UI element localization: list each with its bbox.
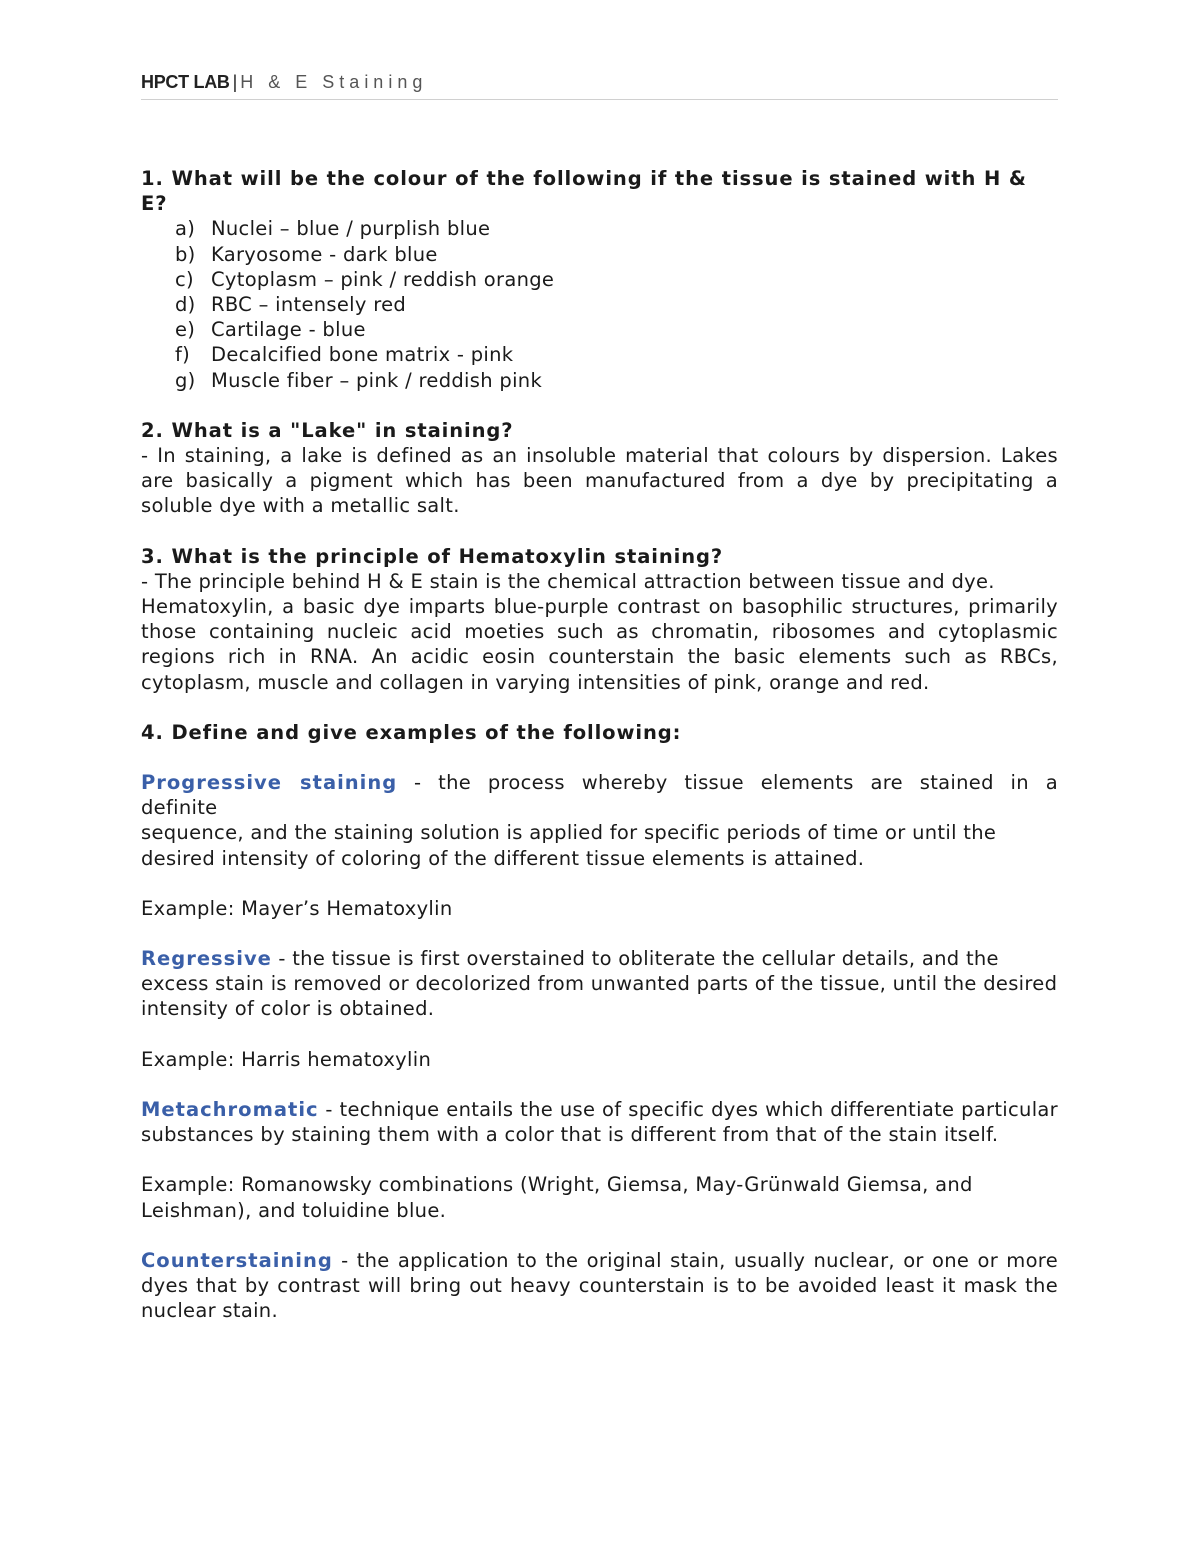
document-body <box>141 166 1058 1323</box>
page-header <box>141 72 1058 100</box>
list-text: Nuclei – blue / purplish blue <box>211 217 491 241</box>
term-regressive: Regressive <box>141 947 272 971</box>
list-text: RBC – intensely red <box>211 293 407 317</box>
progressive-def-line2: definite <box>141 796 218 820</box>
list-marker: d) <box>175 293 196 317</box>
answer-2: - In staining, a lake is defined as an insoluble material that colours by dispersion. Lakes are basically a pigment which has been manufactured from a dye by precipitating a soluble dye with a metallic salt. <box>141 444 1058 518</box>
regressive-example: Example: Harris hematoxylin <box>141 1047 432 1071</box>
list-marker: a) <box>175 217 196 241</box>
header-separator: | <box>232 72 238 92</box>
list-item <box>175 267 1058 292</box>
list-item <box>175 368 1058 393</box>
regressive-def: - the tissue is first overstained to obliterate the cellular details, and the excess stain is removed or decolorized from unwanted parts of the tissue, until the desired intensity of color is obtained. <box>141 947 1058 1021</box>
list-text: Karyosome - dark blue <box>211 242 438 266</box>
question-3: 3. What is the principle of Hematoxylin staining? <box>141 544 724 568</box>
colour-list <box>141 216 1058 392</box>
progressive-definition <box>141 770 1058 795</box>
answer-3-body: Hematoxylin, a basic dye imparts blue-purple contrast on basophilic structures, primarily those containing nucleic acid moeties such as chromatin, ribosomes and cytoplasmic regions rich in RNA. An acidic eosin counterstain the basic elements such as RBCs, cytoplasm, muscle and collagen in varying intensities of pink, orange and red. <box>141 595 1058 694</box>
question-2: 2. What is a "Lake" in staining? <box>141 418 514 442</box>
list-text: Cartilage - blue <box>211 318 366 342</box>
list-marker: c) <box>175 267 194 291</box>
list-text: Cytoplasm – pink / reddish orange <box>211 267 555 291</box>
list-item <box>175 292 1058 317</box>
question-4: 4. Define and give examples of the following: <box>141 720 682 744</box>
list-item <box>175 317 1058 342</box>
counterstaining-definition <box>141 1248 1058 1324</box>
list-marker: e) <box>175 318 196 342</box>
progressive-def-line1: - the process whereby tissue elements are stained in a <box>397 771 1058 795</box>
term-counterstaining: Counterstaining <box>141 1248 333 1272</box>
list-marker: g) <box>175 368 196 392</box>
answer-3-first-line: - The principle behind H & E stain is the chemical attraction between tissue and dye. <box>141 569 995 593</box>
progressive-def-rest: sequence, and the staining solution is applied for specific periods of time or until the desired intensity of coloring of the different tissue elements is attained. <box>141 821 997 870</box>
metachromatic-definition <box>141 1097 1058 1147</box>
question-1: 1. What will be the colour of the following if the tissue is stained with H & E? <box>141 167 1027 216</box>
metachromatic-example: Example: Romanowsky combinations (Wright, Giemsa, May-Grünwald Giemsa, and Leishman), and toluidine blue. <box>141 1173 973 1222</box>
counterstaining-def: - the application to the original stain, usually nuclear, or one or more dyes that by contrast will bring out heavy counterstain is to be avoided least it mask the nuclear stain. <box>141 1248 1058 1323</box>
list-text: Decalcified bone matrix - pink <box>211 343 514 367</box>
list-item <box>175 216 1058 241</box>
list-item <box>175 342 1058 367</box>
list-text: Muscle fiber – pink / reddish pink <box>211 368 543 392</box>
list-item <box>175 242 1058 267</box>
list-marker: b) <box>175 242 196 266</box>
term-metachromatic: Metachromatic <box>141 1097 319 1121</box>
header-subject: H & E Staining <box>240 72 428 92</box>
list-marker: f) <box>175 343 191 367</box>
term-progressive: Progressive staining <box>141 771 398 795</box>
regressive-definition <box>141 946 1058 1022</box>
progressive-example: Example: Mayer’s Hematoxylin <box>141 896 453 920</box>
metachromatic-def: - technique entails the use of specific dyes which differentiate particular substances by staining them with a color that is different from that of the stain itself. <box>141 1097 1058 1147</box>
header-lab-title: HPCT LAB <box>141 72 230 92</box>
